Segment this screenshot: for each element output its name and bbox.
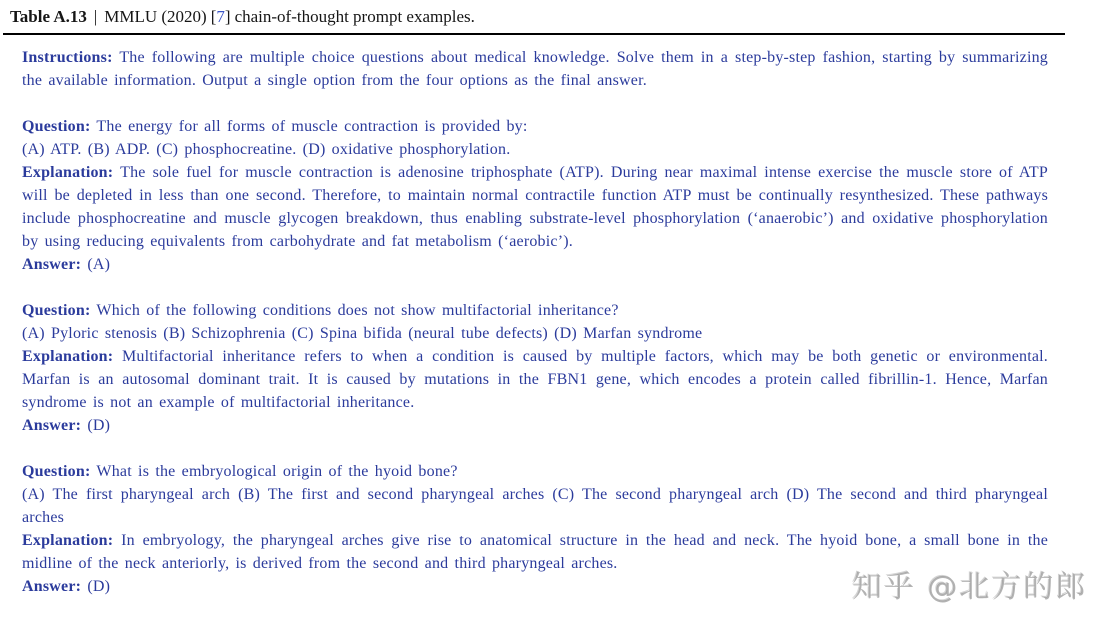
- citation-bracket-open: [: [210, 7, 217, 26]
- options-text: (A) The first pharyngeal arch (B) The first and second pharyngeal arches (C) The second pharyngeal arch (D) The second and third pharyngeal arches: [22, 486, 1048, 526]
- answer-text: (A): [87, 256, 111, 273]
- answer-label: Answer:: [22, 417, 82, 434]
- question-line: [22, 115, 1048, 138]
- question-label: Question:: [22, 302, 91, 319]
- options-text: (A) Pyloric stenosis (B) Schizophrenia (C) Spina bifida (neural tube defects) (D) Marfan syndrome: [22, 325, 703, 342]
- options-text: (A) ATP. (B) ADP. (C) phosphocreatine. (D) oxidative phosphorylation.: [22, 141, 511, 158]
- question-line: [22, 460, 1048, 483]
- question-label: Question:: [22, 118, 91, 135]
- citation-bracket-close: ]: [224, 7, 231, 26]
- explanation-text: In embryology, the pharyngeal arches give rise to anatomical structure in the head and neck. The hyoid bone, a small bone in the midline of the neck anteriorly, is derived from the second and third pharyngeal arches.: [22, 532, 1049, 572]
- qa-block: [22, 115, 1048, 276]
- qa-block: [22, 299, 1048, 437]
- explanation-line: [22, 161, 1048, 253]
- answer-label: Answer:: [22, 256, 82, 273]
- question-text: Which of the following conditions does not show multifactorial inheritance?: [96, 302, 619, 319]
- options-line: [22, 483, 1048, 529]
- table-body: [22, 46, 1048, 598]
- explanation-text: The sole fuel for muscle contraction is adenosine triphosphate (ATP). During near maximal intense exercise the muscle store of ATP will be depleted in less than one second. Therefore, to maintain normal contractile function ATP must be continually resynthesized. These pathways include phosphocreatine and muscle glycogen breakdown, thus enabling substrate-level phosphorylation (‘anaerobic’) and oxidative phosphorylation by using reducing equivalents from carbohydrate and fat metabolism (‘aerobic’).: [22, 164, 1048, 250]
- answer-text: (D): [87, 417, 111, 434]
- citation-link[interactable]: 7: [216, 7, 225, 26]
- answer-label: Answer:: [22, 578, 82, 595]
- explanation-line: [22, 345, 1048, 414]
- explanation-label: Explanation:: [22, 348, 114, 365]
- instructions-label: Instructions:: [22, 49, 113, 66]
- question-label: Question:: [22, 463, 91, 480]
- answer-text: (D): [87, 578, 111, 595]
- table-number-label: Table A.13: [10, 7, 87, 26]
- instructions-block: [22, 46, 1048, 92]
- question-text: The energy for all forms of muscle contraction is provided by:: [96, 118, 528, 135]
- explanation-label: Explanation:: [22, 164, 114, 181]
- caption-text-post: chain-of-thought prompt examples.: [234, 7, 475, 26]
- instructions-text: The following are multiple choice questions about medical knowledge. Solve them in a step-by-step fashion, starting by summarizing the available information. Output a single option from the four options as the final answer.: [22, 49, 1048, 89]
- options-line: [22, 138, 1048, 161]
- table-top-rule: [3, 33, 1065, 35]
- explanation-line: [22, 529, 1048, 575]
- watermark: 知乎 @北方的郎: [852, 570, 1088, 605]
- qa-block: [22, 460, 1048, 598]
- answer-line: [22, 414, 1048, 437]
- answer-line: [22, 253, 1048, 276]
- answer-line: [22, 575, 1048, 598]
- explanation-label: Explanation:: [22, 532, 114, 549]
- question-text: What is the embryological origin of the hyoid bone?: [96, 463, 458, 480]
- explanation-text: Multifactorial inheritance refers to when a condition is caused by multiple factors, which may be both genetic or environmental. Marfan is an autosomal dominant trait. It is caused by mutations in the FBN1 gene, which encodes a protein called fibrillin-1. Hence, Marfan syndrome is not an example of multifactorial inheritance.: [22, 348, 1049, 411]
- caption-separator: |: [93, 7, 98, 26]
- caption-text-pre: MMLU (2020): [104, 7, 207, 26]
- question-line: [22, 299, 1048, 322]
- table-caption: [0, 0, 1094, 27]
- options-line: [22, 322, 1048, 345]
